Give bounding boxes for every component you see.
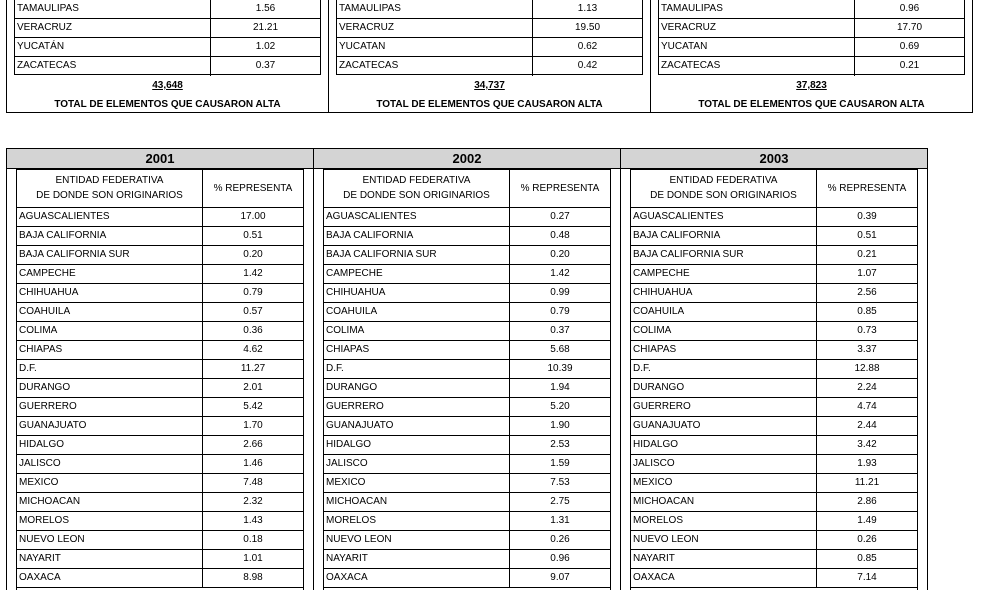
- yearly-origin-tables: [6, 148, 928, 590]
- percent-cell: 0.37: [550, 325, 570, 336]
- table-row: [17, 379, 303, 398]
- year-block-2001: [7, 149, 313, 590]
- state-cell: GUERRERO: [324, 398, 510, 416]
- table-row: [17, 360, 303, 379]
- table-row: [324, 265, 610, 284]
- table-row: [337, 19, 642, 38]
- table-row: [631, 265, 917, 284]
- percent-cell: 0.18: [243, 534, 263, 545]
- percent-cell: 2.44: [857, 420, 877, 431]
- percent-cell: 3.42: [857, 439, 877, 450]
- table-row: [324, 512, 610, 531]
- percent-cell: 0.36: [243, 325, 263, 336]
- state-cell: OAXACA: [17, 569, 203, 587]
- percent-cell: 0.85: [857, 553, 877, 564]
- percent-cell: 1.46: [243, 458, 263, 469]
- year-block-2002: [313, 149, 620, 590]
- percent-cell: 19.50: [574, 22, 601, 33]
- state-cell: JALISCO: [17, 455, 203, 473]
- percent-cell: 0.20: [243, 249, 263, 260]
- percent-cell: 2.32: [243, 496, 263, 507]
- table-row: [17, 531, 303, 550]
- table-row: [324, 493, 610, 512]
- state-cell: CHIAPAS: [17, 341, 203, 359]
- percent-column-header: % REPRESENTA: [213, 183, 293, 194]
- state-cell: DURANGO: [631, 379, 817, 397]
- state-cell: TAMAULIPAS: [337, 0, 533, 18]
- state-cell: D.F.: [324, 360, 510, 378]
- state-cell: D.F.: [631, 360, 817, 378]
- total-count-3: 37,823: [796, 80, 827, 91]
- entity-column-header: [631, 170, 817, 207]
- table-row: [17, 474, 303, 493]
- table-row: [324, 208, 610, 227]
- total-label-3: TOTAL DE ELEMENTOS QUE CAUSARON ALTA: [698, 99, 925, 110]
- top-block-3: [650, 0, 972, 112]
- percent-cell: 2.01: [243, 382, 263, 393]
- percent-cell: 4.62: [243, 344, 263, 355]
- year-table-2001: [16, 169, 304, 590]
- state-cell: MORELOS: [17, 512, 203, 530]
- table-row: [324, 379, 610, 398]
- table-row: [337, 38, 642, 57]
- state-cell: COAHUILA: [17, 303, 203, 321]
- total-label-1: TOTAL DE ELEMENTOS QUE CAUSARON ALTA: [54, 99, 281, 110]
- table-row: [659, 19, 964, 38]
- percent-cell: 0.57: [243, 306, 263, 317]
- state-cell: YUCATAN: [337, 38, 533, 56]
- state-cell: HIDALGO: [631, 436, 817, 454]
- table-row: [15, 0, 320, 19]
- percent-cell: 0.96: [899, 3, 920, 14]
- table-row: [324, 360, 610, 379]
- state-cell: MICHOACAN: [17, 493, 203, 511]
- table-row: [324, 474, 610, 493]
- table-row: [17, 512, 303, 531]
- percent-cell: 0.99: [550, 287, 570, 298]
- table-row: [324, 246, 610, 265]
- table-header: [324, 170, 610, 208]
- table-row: [15, 57, 320, 76]
- table-row: [631, 284, 917, 303]
- table-header: [631, 170, 917, 208]
- state-cell: D.F.: [17, 360, 203, 378]
- state-cell: AGUASCALIENTES: [631, 208, 817, 226]
- percent-cell: 10.39: [547, 363, 573, 374]
- state-cell: COLIMA: [17, 322, 203, 340]
- state-cell: NUEVO LEON: [17, 531, 203, 549]
- percent-cell: 1.70: [243, 420, 263, 431]
- top-block-1: [7, 0, 328, 112]
- state-cell: BAJA CALIFORNIA SUR: [631, 246, 817, 264]
- state-cell: OAXACA: [324, 569, 510, 587]
- percent-cell: 2.56: [857, 287, 877, 298]
- state-cell: VERACRUZ: [337, 19, 533, 37]
- year-table-2002: [323, 169, 611, 590]
- table-row: [15, 38, 320, 57]
- state-cell: CHIHUAHUA: [17, 284, 203, 302]
- state-cell: CHIHUAHUA: [631, 284, 817, 302]
- state-cell: MICHOACAN: [631, 493, 817, 511]
- percent-cell: 12.88: [854, 363, 880, 374]
- top-table-3: [658, 0, 965, 75]
- percent-cell: 0.21: [899, 60, 920, 71]
- year-header-2003: 2003: [621, 149, 927, 169]
- table-row: [631, 227, 917, 246]
- table-row: [324, 284, 610, 303]
- previous-years-summary: [6, 0, 973, 113]
- state-cell: BAJA CALIFORNIA SUR: [17, 246, 203, 264]
- total-count-1: 43,648: [152, 80, 183, 91]
- percent-cell: 2.75: [550, 496, 570, 507]
- table-row: [324, 455, 610, 474]
- state-cell: AGUASCALIENTES: [17, 208, 203, 226]
- percent-cell: 1.31: [550, 515, 570, 526]
- top-table-2: [336, 0, 643, 75]
- table-row: [631, 417, 917, 436]
- table-row: [337, 0, 642, 19]
- percent-cell: 8.98: [243, 572, 263, 583]
- table-header: [17, 170, 303, 208]
- table-row: [631, 303, 917, 322]
- state-cell: NUEVO LEON: [631, 531, 817, 549]
- table-row: [17, 436, 303, 455]
- state-cell: CAMPECHE: [324, 265, 510, 283]
- table-row: [324, 436, 610, 455]
- percent-cell: 2.66: [243, 439, 263, 450]
- state-cell: JALISCO: [324, 455, 510, 473]
- entity-header-line2: DE DONDE SON ORIGINARIOS: [650, 190, 797, 201]
- table-row: [17, 303, 303, 322]
- state-cell: CHIAPAS: [324, 341, 510, 359]
- table-row: [631, 493, 917, 512]
- percent-cell: 0.39: [857, 211, 877, 222]
- state-cell: BAJA CALIFORNIA: [324, 227, 510, 245]
- percent-cell: 0.42: [577, 60, 598, 71]
- state-cell: BAJA CALIFORNIA SUR: [324, 246, 510, 264]
- percent-cell: 21.21: [252, 22, 279, 33]
- table-row: [631, 208, 917, 227]
- percent-cell: 1.42: [550, 268, 570, 279]
- percent-cell: 7.48: [243, 477, 263, 488]
- percent-cell: 5.42: [243, 401, 263, 412]
- percent-cell: 1.42: [243, 268, 263, 279]
- state-cell: CHIAPAS: [631, 341, 817, 359]
- table-row: [631, 246, 917, 265]
- percent-cell: 0.51: [243, 230, 263, 241]
- percent-cell: 0.26: [550, 534, 570, 545]
- state-cell: DURANGO: [324, 379, 510, 397]
- percent-cell: 0.27: [550, 211, 570, 222]
- percent-cell: 0.96: [550, 553, 570, 564]
- state-cell: GUERRERO: [17, 398, 203, 416]
- table-row: [324, 322, 610, 341]
- state-cell: GUERRERO: [631, 398, 817, 416]
- state-cell: BAJA CALIFORNIA: [631, 227, 817, 245]
- table-row: [631, 455, 917, 474]
- top-table-1: [14, 0, 321, 75]
- table-row: [631, 550, 917, 569]
- percent-cell: 1.01: [243, 553, 263, 564]
- table-row: [631, 474, 917, 493]
- state-cell: MEXICO: [324, 474, 510, 492]
- state-cell: GUANAJUATO: [324, 417, 510, 435]
- table-row: [659, 0, 964, 19]
- table-row: [324, 417, 610, 436]
- table-row: [659, 57, 964, 76]
- percent-cell: 5.20: [550, 401, 570, 412]
- entity-header-line2: DE DONDE SON ORIGINARIOS: [343, 190, 490, 201]
- table-row: [631, 341, 917, 360]
- table-row: [324, 398, 610, 417]
- year-table-2003: [630, 169, 918, 590]
- state-cell: NAYARIT: [631, 550, 817, 568]
- table-row: [631, 512, 917, 531]
- state-cell: VERACRUZ: [15, 19, 211, 37]
- percent-cell: 0.73: [857, 325, 877, 336]
- percent-cell: 1.56: [255, 3, 276, 14]
- entity-header-line1: ENTIDAD FEDERATIVA: [669, 175, 778, 186]
- state-cell: ZACATECAS: [659, 57, 855, 76]
- percent-cell: 0.62: [577, 41, 598, 52]
- percent-cell: 1.13: [577, 3, 598, 14]
- state-cell: COAHUILA: [631, 303, 817, 321]
- table-row: [17, 341, 303, 360]
- table-row: [631, 569, 917, 588]
- percent-cell: 1.94: [550, 382, 570, 393]
- state-cell: MORELOS: [631, 512, 817, 530]
- percent-cell: 1.02: [255, 41, 276, 52]
- percent-cell: 4.74: [857, 401, 877, 412]
- total-count-2: 34,737: [474, 80, 505, 91]
- state-cell: NAYARIT: [17, 550, 203, 568]
- table-row: [324, 550, 610, 569]
- table-row: [631, 398, 917, 417]
- state-cell: TAMAULIPAS: [15, 0, 211, 18]
- percent-cell: 0.79: [243, 287, 263, 298]
- table-row: [17, 227, 303, 246]
- state-cell: YUCATÁN: [15, 38, 211, 56]
- state-cell: ZACATECAS: [15, 57, 211, 76]
- percent-column-header: % REPRESENTA: [827, 183, 907, 194]
- percent-cell: 0.21: [857, 249, 877, 260]
- table-row: [17, 493, 303, 512]
- percent-cell: 7.14: [857, 572, 877, 583]
- entity-header-line1: ENTIDAD FEDERATIVA: [55, 175, 164, 186]
- entity-header-line1: ENTIDAD FEDERATIVA: [362, 175, 471, 186]
- entity-column-header: [324, 170, 510, 207]
- percent-cell: 17.00: [240, 211, 266, 222]
- table-row: [17, 455, 303, 474]
- table-row: [324, 341, 610, 360]
- table-row: [324, 303, 610, 322]
- percent-cell: 11.27: [240, 363, 266, 374]
- percent-cell: 0.51: [857, 230, 877, 241]
- table-row: [631, 436, 917, 455]
- table-row: [15, 19, 320, 38]
- percent-cell: 0.20: [550, 249, 570, 260]
- percent-cell: 0.69: [899, 41, 920, 52]
- percent-cell: 0.85: [857, 306, 877, 317]
- table-row: [17, 265, 303, 284]
- state-cell: COLIMA: [631, 322, 817, 340]
- year-header-2002: 2002: [314, 149, 620, 169]
- percent-cell: 1.90: [550, 420, 570, 431]
- state-cell: CAMPECHE: [631, 265, 817, 283]
- table-row: [17, 284, 303, 303]
- state-cell: NAYARIT: [324, 550, 510, 568]
- top-block-2: [328, 0, 650, 112]
- state-cell: CHIHUAHUA: [324, 284, 510, 302]
- percent-cell: 2.53: [550, 439, 570, 450]
- percent-cell: 0.37: [255, 60, 276, 71]
- state-cell: HIDALGO: [324, 436, 510, 454]
- state-cell: BAJA CALIFORNIA: [17, 227, 203, 245]
- state-cell: YUCATAN: [659, 38, 855, 56]
- percent-cell: 3.37: [857, 344, 877, 355]
- table-row: [17, 246, 303, 265]
- state-cell: TAMAULIPAS: [659, 0, 855, 18]
- percent-cell: 7.53: [550, 477, 570, 488]
- state-cell: MICHOACAN: [324, 493, 510, 511]
- percent-cell: 1.59: [550, 458, 570, 469]
- state-cell: ZACATECAS: [337, 57, 533, 76]
- table-row: [631, 322, 917, 341]
- table-row: [659, 38, 964, 57]
- percent-cell: 11.21: [854, 477, 880, 488]
- table-row: [631, 379, 917, 398]
- table-row: [631, 531, 917, 550]
- state-cell: MEXICO: [631, 474, 817, 492]
- percent-cell: 9.07: [550, 572, 570, 583]
- percent-cell: 1.93: [857, 458, 877, 469]
- percent-cell: 1.49: [857, 515, 877, 526]
- percent-cell: 2.86: [857, 496, 877, 507]
- state-cell: GUANAJUATO: [17, 417, 203, 435]
- table-row: [17, 208, 303, 227]
- table-row: [324, 227, 610, 246]
- state-cell: COAHUILA: [324, 303, 510, 321]
- entity-column-header: [17, 170, 203, 207]
- state-cell: GUANAJUATO: [631, 417, 817, 435]
- total-label-2: TOTAL DE ELEMENTOS QUE CAUSARON ALTA: [376, 99, 603, 110]
- table-row: [324, 531, 610, 550]
- table-row: [17, 550, 303, 569]
- state-cell: DURANGO: [17, 379, 203, 397]
- percent-cell: 17.70: [896, 22, 923, 33]
- table-row: [324, 569, 610, 588]
- state-cell: NUEVO LEON: [324, 531, 510, 549]
- table-row: [17, 322, 303, 341]
- state-cell: MEXICO: [17, 474, 203, 492]
- percent-cell: 1.07: [857, 268, 877, 279]
- entity-header-line2: DE DONDE SON ORIGINARIOS: [36, 190, 183, 201]
- percent-cell: 2.24: [857, 382, 877, 393]
- state-cell: MORELOS: [324, 512, 510, 530]
- table-row: [17, 417, 303, 436]
- year-block-2003: [620, 149, 927, 590]
- percent-cell: 0.48: [550, 230, 570, 241]
- percent-cell: 0.79: [550, 306, 570, 317]
- state-cell: HIDALGO: [17, 436, 203, 454]
- state-cell: JALISCO: [631, 455, 817, 473]
- state-cell: CAMPECHE: [17, 265, 203, 283]
- state-cell: VERACRUZ: [659, 19, 855, 37]
- percent-column-header: % REPRESENTA: [520, 183, 600, 194]
- state-cell: COLIMA: [324, 322, 510, 340]
- percent-cell: 0.26: [857, 534, 877, 545]
- table-row: [17, 398, 303, 417]
- table-row: [337, 57, 642, 76]
- table-row: [17, 569, 303, 588]
- state-cell: OAXACA: [631, 569, 817, 587]
- year-header-2001: 2001: [7, 149, 313, 169]
- percent-cell: 1.43: [243, 515, 263, 526]
- state-cell: AGUASCALIENTES: [324, 208, 510, 226]
- table-row: [631, 360, 917, 379]
- percent-cell: 5.68: [550, 344, 570, 355]
